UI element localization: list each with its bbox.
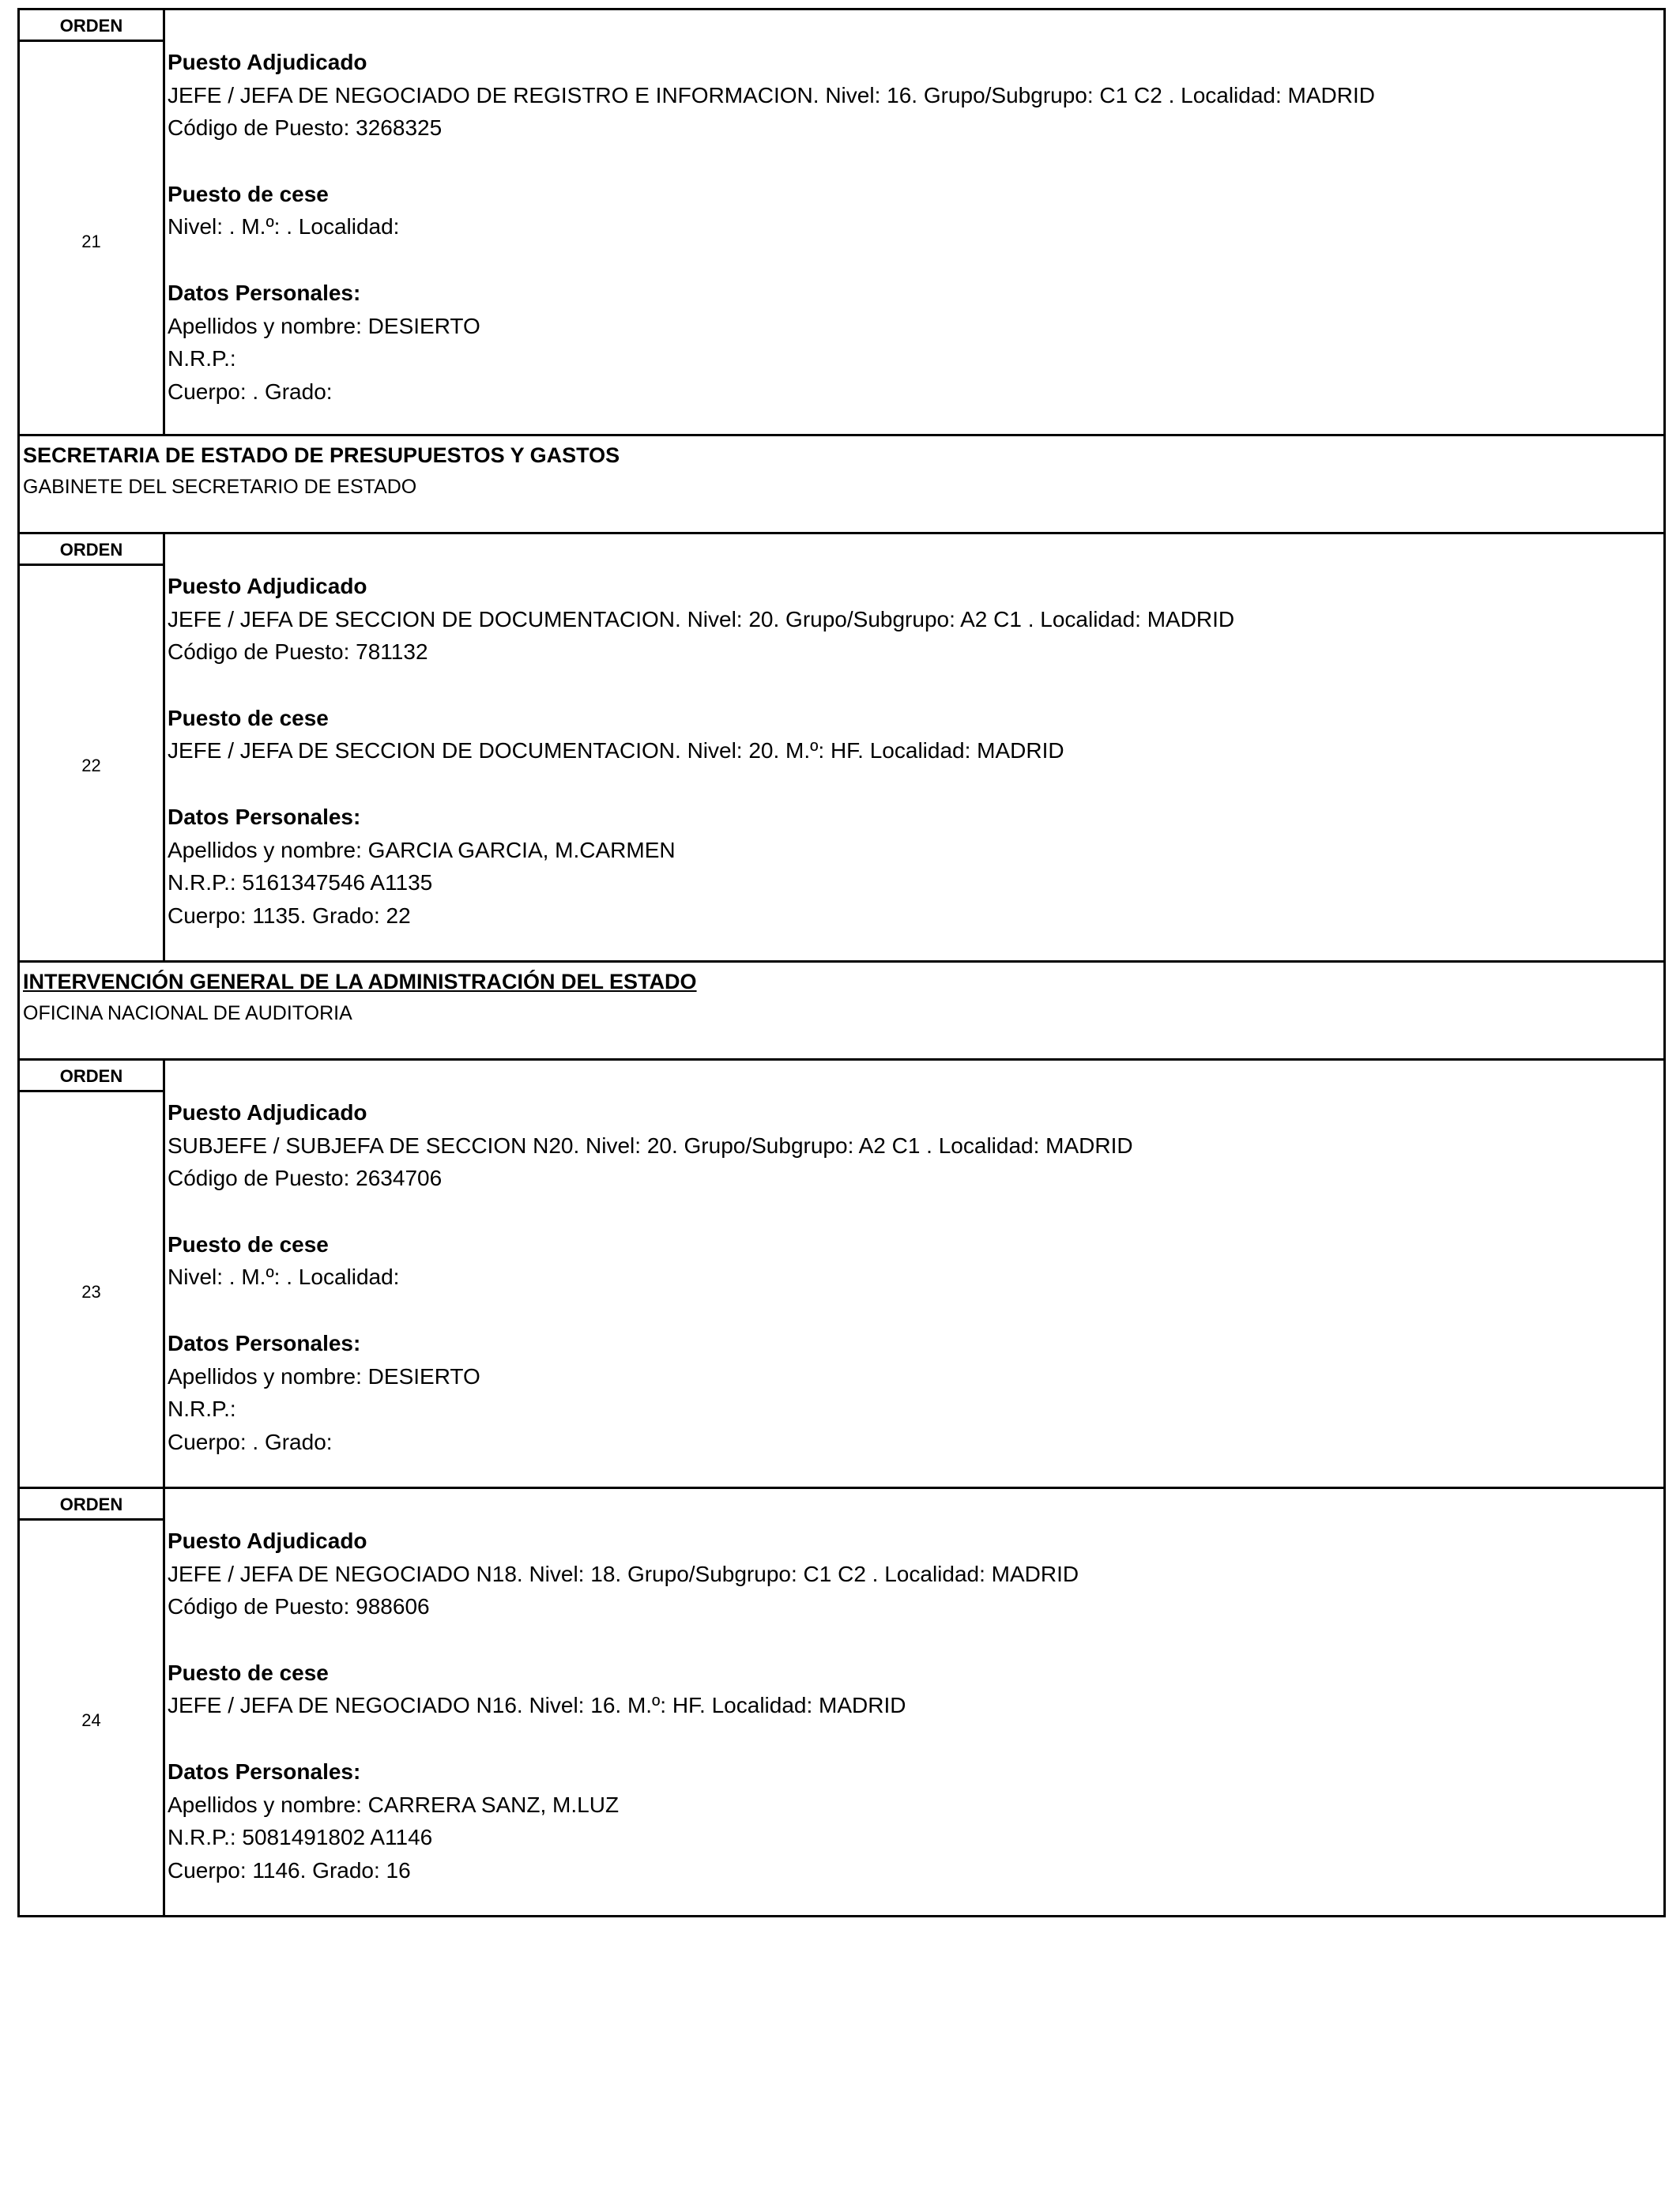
cuerpo-grado: Cuerpo: 1146. Grado: 16 <box>168 1857 411 1883</box>
nrp: N.R.P.: 5161347546 A1135 <box>168 870 433 895</box>
orden-number: 24 <box>81 1710 101 1730</box>
adjudicado-title: Puesto Adjudicado <box>168 574 367 598</box>
datos-title: Datos Personales: <box>168 280 361 305</box>
cuerpo-grado: Cuerpo: . Grado: <box>168 1429 333 1454</box>
orden-column <box>20 10 165 434</box>
entry-24 <box>17 1489 1666 1917</box>
codigo-puesto: Código de Puesto: 781132 <box>168 639 428 665</box>
nrp: N.R.P.: <box>168 1397 236 1422</box>
orden-number: 23 <box>81 1282 101 1302</box>
cese-puesto: JEFE / JEFA DE NEGOCIADO N16. Nivel: 16. M.º: HF. Localidad: MADRID <box>168 1693 906 1718</box>
adjudicado-title: Puesto Adjudicado <box>168 50 367 74</box>
codigo-puesto: Código de Puesto: 2634706 <box>168 1166 443 1191</box>
orden-column <box>20 1489 165 1915</box>
entry-details <box>168 1525 1659 1887</box>
codigo-puesto: Código de Puesto: 988606 <box>168 1594 430 1619</box>
nrp: N.R.P.: <box>168 346 236 371</box>
cese-title: Puesto de cese <box>168 705 329 730</box>
cese-puesto: Nivel: . M.º: . Localidad: <box>168 214 400 239</box>
entry-23 <box>17 1061 1666 1489</box>
orden-header: ORDEN <box>20 10 163 42</box>
codigo-puesto: Código de Puesto: 3268325 <box>168 115 443 141</box>
apellidos-nombre: Apellidos y nombre: CARRERA SANZ, M.LUZ <box>168 1792 620 1817</box>
datos-title: Datos Personales: <box>168 1330 361 1355</box>
section-header <box>17 436 1666 534</box>
apellidos-nombre: Apellidos y nombre: DESIERTO <box>168 1363 480 1389</box>
nrp: N.R.P.: 5081491802 A1146 <box>168 1825 433 1850</box>
adjudicado-puesto: SUBJEFE / SUBJEFA DE SECCION N20. Nivel: 20. Grupo/Subgrupo: A2 C1 . Localidad: MADRID <box>168 1133 1133 1158</box>
orden-column <box>20 1061 165 1487</box>
orden-header: ORDEN <box>20 1489 163 1521</box>
adjudicado-title: Puesto Adjudicado <box>168 1100 367 1125</box>
orden-number: 22 <box>81 756 101 775</box>
section-subtitle: GABINETE DEL SECRETARIO DE ESTADO <box>23 476 417 498</box>
cuerpo-grado: Cuerpo: 1135. Grado: 22 <box>168 903 411 928</box>
adjudicado-puesto: JEFE / JEFA DE SECCION DE DOCUMENTACION. Nivel: 20. Grupo/Subgrupo: A2 C1 . Localidad: MADRID <box>168 606 1235 631</box>
orden-column <box>20 534 165 960</box>
datos-title: Datos Personales: <box>168 1759 361 1784</box>
adjudicado-title: Puesto Adjudicado <box>168 1529 367 1553</box>
section-title: SECRETARIA DE ESTADO DE PRESUPUESTOS Y GASTOS <box>23 443 620 467</box>
orden-number: 21 <box>81 232 101 251</box>
entry-details <box>168 46 1659 409</box>
apellidos-nombre: Apellidos y nombre: DESIERTO <box>168 313 480 338</box>
datos-title: Datos Personales: <box>168 804 361 829</box>
adjudicado-puesto: JEFE / JEFA DE NEGOCIADO N18. Nivel: 18. Grupo/Subgrupo: C1 C2 . Localidad: MADRID <box>168 1561 1079 1586</box>
entry-21 <box>17 8 1666 436</box>
cese-puesto: JEFE / JEFA DE SECCION DE DOCUMENTACION. Nivel: 20. M.º: HF. Localidad: MADRID <box>168 738 1064 763</box>
entry-details <box>168 1096 1659 1459</box>
orden-header: ORDEN <box>20 534 163 566</box>
apellidos-nombre: Apellidos y nombre: GARCIA GARCIA, M.CARMEN <box>168 837 676 862</box>
orden-header: ORDEN <box>20 1061 163 1092</box>
entry-22 <box>17 534 1666 963</box>
cese-puesto: Nivel: . M.º: . Localidad: <box>168 1265 400 1290</box>
cese-title: Puesto de cese <box>168 181 329 206</box>
cese-title: Puesto de cese <box>168 1231 329 1257</box>
cese-title: Puesto de cese <box>168 1660 329 1685</box>
cuerpo-grado: Cuerpo: . Grado: <box>168 379 333 404</box>
adjudicado-puesto: JEFE / JEFA DE NEGOCIADO DE REGISTRO E INFORMACION. Nivel: 16. Grupo/Subgrupo: C1 C2 . Localidad: MADRID <box>168 82 1375 107</box>
section-title: INTERVENCIÓN GENERAL DE LA ADMINISTRACIÓN DEL ESTADO <box>23 970 697 993</box>
entry-details <box>168 570 1659 933</box>
section-header <box>17 963 1666 1061</box>
section-subtitle: OFICINA NACIONAL DE AUDITORIA <box>23 1002 352 1024</box>
document-table <box>17 8 1666 1917</box>
